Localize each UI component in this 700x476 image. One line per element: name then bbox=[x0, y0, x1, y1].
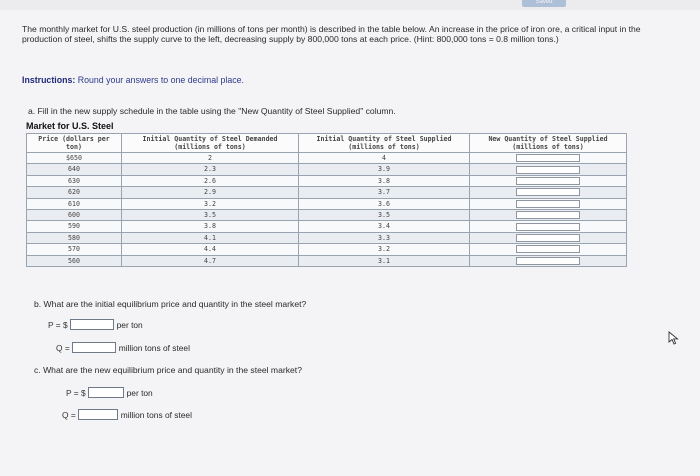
demanded-cell: 3.2 bbox=[122, 198, 299, 209]
saved-status-badge: Saved bbox=[522, 0, 566, 7]
mouse-cursor-icon bbox=[668, 331, 680, 345]
table-row bbox=[27, 198, 627, 209]
part-b-price-label: P = $ bbox=[48, 319, 68, 330]
price-cell: 610 bbox=[27, 198, 122, 209]
part-b-prompt: b. What are the initial equilibrium price and quantity in the steel market? bbox=[34, 299, 307, 309]
new-supplied-cell bbox=[470, 164, 627, 175]
price-cell: 630 bbox=[27, 175, 122, 186]
demanded-cell: 4.1 bbox=[122, 232, 299, 243]
price-cell: 580 bbox=[27, 232, 122, 243]
price-cell: 590 bbox=[27, 221, 122, 232]
instructions-text: Round your answers to one decimal place. bbox=[77, 75, 244, 85]
steel-market-table bbox=[26, 133, 627, 267]
initial-supplied-cell: 4 bbox=[299, 153, 470, 164]
new-supplied-input[interactable] bbox=[516, 200, 580, 208]
header-demanded: Initial Quantity of Steel Demanded (millions of tons) bbox=[122, 134, 299, 153]
part-c-quantity-line bbox=[62, 409, 192, 420]
initial-supplied-cell: 3.9 bbox=[299, 164, 470, 175]
price-cell: 570 bbox=[27, 244, 122, 255]
table-row bbox=[27, 187, 627, 198]
new-supplied-cell bbox=[470, 198, 627, 209]
new-supplied-input[interactable] bbox=[516, 211, 580, 219]
initial-supplied-cell: 3.5 bbox=[299, 210, 470, 221]
table-row bbox=[27, 175, 627, 186]
problem-intro: The monthly market for U.S. steel production (in millions of tons per month) is described in the table below. An increase in the price of iron ore, a critical input in the production of steel, shifts the supply curve to the left, decreasing supply by 800,000 tons at each price. (Hint: 800,000 tons = 0.8 million tons.) bbox=[22, 24, 641, 45]
demanded-cell: 2.9 bbox=[122, 187, 299, 198]
header-price: Price (dollars per ton) bbox=[27, 134, 122, 153]
new-supplied-cell bbox=[470, 153, 627, 164]
table-header-row bbox=[27, 134, 627, 153]
new-supplied-input[interactable] bbox=[516, 234, 580, 242]
part-b-quantity-input[interactable] bbox=[72, 342, 116, 353]
demanded-cell: 3.8 bbox=[122, 221, 299, 232]
new-supplied-cell bbox=[470, 255, 627, 266]
part-a-prompt: a. Fill in the new supply schedule in the table using the "New Quantity of Steel Supplied" column. bbox=[28, 106, 396, 116]
new-supplied-input[interactable] bbox=[516, 154, 580, 162]
new-supplied-cell bbox=[470, 232, 627, 243]
table-row bbox=[27, 255, 627, 266]
demanded-cell: 2.6 bbox=[122, 175, 299, 186]
instructions bbox=[22, 75, 244, 85]
price-cell: $650 bbox=[27, 153, 122, 164]
new-supplied-cell bbox=[470, 221, 627, 232]
instructions-label: Instructions: bbox=[22, 75, 76, 85]
table-row bbox=[27, 232, 627, 243]
initial-supplied-cell: 3.6 bbox=[299, 198, 470, 209]
part-c-price-input[interactable] bbox=[88, 387, 124, 398]
new-supplied-cell bbox=[470, 187, 627, 198]
part-c-prompt: c. What are the new equilibrium price and quantity in the steel market? bbox=[34, 365, 302, 375]
new-supplied-cell bbox=[470, 175, 627, 186]
part-b-quantity-unit: million tons of steel bbox=[118, 342, 190, 353]
part-c-quantity-label: Q = bbox=[62, 409, 76, 420]
table-row bbox=[27, 244, 627, 255]
initial-supplied-cell: 3.1 bbox=[299, 255, 470, 266]
initial-supplied-cell: 3.8 bbox=[299, 175, 470, 186]
initial-supplied-cell: 3.2 bbox=[299, 244, 470, 255]
table-row bbox=[27, 164, 627, 175]
table-title: Market for U.S. Steel bbox=[26, 121, 114, 131]
part-c-quantity-input[interactable] bbox=[78, 409, 118, 420]
demanded-cell: 2.3 bbox=[122, 164, 299, 175]
part-b-price-line bbox=[48, 319, 143, 330]
demanded-cell: 4.4 bbox=[122, 244, 299, 255]
new-supplied-cell bbox=[470, 210, 627, 221]
new-supplied-input[interactable] bbox=[516, 177, 580, 185]
new-supplied-cell bbox=[470, 244, 627, 255]
demanded-cell: 2 bbox=[122, 153, 299, 164]
new-supplied-input[interactable] bbox=[516, 166, 580, 174]
header-new-supplied: New Quantity of Steel Supplied (millions of tons) bbox=[470, 134, 627, 153]
initial-supplied-cell: 3.3 bbox=[299, 232, 470, 243]
top-bar bbox=[0, 0, 700, 10]
table-row bbox=[27, 153, 627, 164]
table-row bbox=[27, 210, 627, 221]
part-c-price-unit: per ton bbox=[126, 387, 153, 398]
new-supplied-input[interactable] bbox=[516, 245, 580, 253]
part-b-quantity-label: Q = bbox=[56, 342, 70, 353]
price-cell: 560 bbox=[27, 255, 122, 266]
part-b-quantity-line bbox=[56, 342, 190, 353]
new-supplied-input[interactable] bbox=[516, 223, 580, 231]
demanded-cell: 4.7 bbox=[122, 255, 299, 266]
price-cell: 620 bbox=[27, 187, 122, 198]
demanded-cell: 3.5 bbox=[122, 210, 299, 221]
new-supplied-input[interactable] bbox=[516, 188, 580, 196]
initial-supplied-cell: 3.4 bbox=[299, 221, 470, 232]
part-b-price-unit: per ton bbox=[116, 319, 143, 330]
part-c-price-label: P = $ bbox=[66, 387, 86, 398]
initial-supplied-cell: 3.7 bbox=[299, 187, 470, 198]
part-b-price-input[interactable] bbox=[70, 319, 114, 330]
part-c-price-line bbox=[66, 387, 153, 398]
new-supplied-input[interactable] bbox=[516, 257, 580, 265]
header-initial-supplied: Initial Quantity of Steel Supplied (millions of tons) bbox=[299, 134, 470, 153]
price-cell: 600 bbox=[27, 210, 122, 221]
table-row bbox=[27, 221, 627, 232]
price-cell: 640 bbox=[27, 164, 122, 175]
part-c-quantity-unit: million tons of steel bbox=[120, 409, 192, 420]
